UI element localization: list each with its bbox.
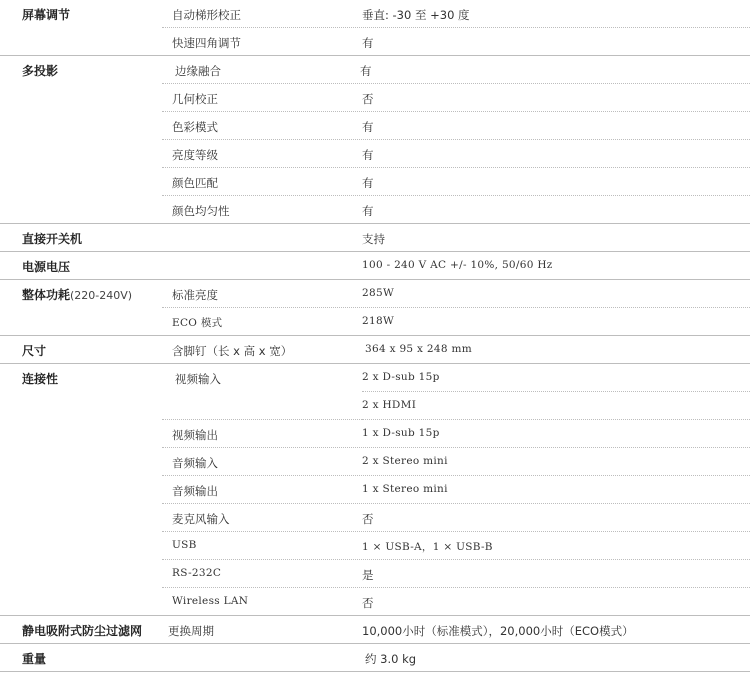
value-label: 364 x 95 x 248 mm <box>365 343 472 355</box>
category-cell <box>0 84 162 112</box>
value-label: 约 3.0 kg <box>365 652 417 666</box>
spec-cell <box>162 504 750 532</box>
category-cell <box>0 392 162 420</box>
category-cell <box>0 140 162 168</box>
item-label: 颜色均匀性 <box>172 204 230 218</box>
item-label: 颜色匹配 <box>172 176 218 190</box>
category-label: 屏幕调节 <box>22 8 71 22</box>
category-cell <box>0 420 162 448</box>
table-row <box>0 196 750 224</box>
value-label: 有 <box>360 64 372 78</box>
table-row <box>0 420 750 448</box>
spec-cell <box>162 28 750 56</box>
category-cell <box>0 588 162 616</box>
category-cell <box>0 448 162 476</box>
value-label: 2 x Stereo mini <box>362 455 448 467</box>
value-label: 100 - 240 V AC +/- 10%, 50/60 Hz <box>362 259 553 271</box>
spec-cell <box>162 280 750 308</box>
item-label: 自动梯形校正 <box>172 8 241 22</box>
category-label: 连接性 <box>22 372 59 386</box>
category-cell <box>0 112 162 140</box>
value-label: 2 x HDMI <box>362 399 417 411</box>
spec-cell <box>162 196 750 224</box>
table-row <box>0 560 750 588</box>
category-note: (220-240V) <box>70 289 133 302</box>
table-row <box>0 364 750 392</box>
value-cell <box>362 392 750 420</box>
value-label: 有 <box>362 176 374 190</box>
spec-cell <box>162 84 750 112</box>
value-label: 支持 <box>362 232 385 246</box>
value-cell <box>362 364 750 392</box>
value-label: 218W <box>362 315 395 327</box>
item-label: 色彩模式 <box>172 120 218 134</box>
spec-cell <box>162 588 750 616</box>
value-label: 2 x D-sub 15p <box>362 371 440 383</box>
category-label <box>22 286 132 303</box>
table-row <box>0 112 750 140</box>
category-label: 静电吸附式防尘过滤网 <box>22 624 143 638</box>
spec-cell <box>162 644 750 672</box>
item-label: 视频输出 <box>172 428 218 442</box>
item-label: 含脚钉（长 x 高 x 宽） <box>172 344 293 358</box>
value-label: 否 <box>362 596 374 610</box>
category-label: 尺寸 <box>22 344 47 358</box>
table-row <box>0 224 750 252</box>
category-cell <box>0 0 162 28</box>
value-label: 10,000小时（标准模式），20,000小时（ECO模式） <box>362 624 634 638</box>
item-label: RS-232C <box>172 567 222 579</box>
category-label: 电源电压 <box>22 260 71 274</box>
category-cell <box>0 336 162 364</box>
spec-cell <box>162 252 750 280</box>
table-row <box>0 476 750 504</box>
spec-cell <box>162 140 750 168</box>
table-row <box>0 84 750 112</box>
value-label: 垂直: -30 至 +30 度 <box>362 8 470 22</box>
item-label: 麦克风输入 <box>172 512 230 526</box>
spec-cell <box>162 560 750 588</box>
value-label: 否 <box>362 92 374 106</box>
table-row <box>0 140 750 168</box>
item-label: 快速四角调节 <box>172 36 241 50</box>
item-label: ECO 模式 <box>172 317 223 329</box>
table-row <box>0 280 750 308</box>
item-label: 视频输入 <box>175 372 221 386</box>
value-label: 1 × USB-A，1 × USB-B <box>362 541 493 553</box>
category-cell <box>0 532 162 560</box>
category-cell <box>0 476 162 504</box>
category-cell <box>0 280 162 308</box>
spec-cell <box>162 168 750 196</box>
spec-cell <box>162 476 750 504</box>
value-label: 有 <box>362 36 374 50</box>
category-label: 多投影 <box>22 64 59 78</box>
item-label: 音频输出 <box>172 484 218 498</box>
item-label: 更换周期 <box>168 624 214 638</box>
category-cell <box>0 504 162 532</box>
category-label: 重量 <box>22 652 47 666</box>
value-label: 1 x D-sub 15p <box>362 427 440 439</box>
table-row <box>0 336 750 364</box>
value-label: 1 x Stereo mini <box>362 483 448 495</box>
category-cell <box>0 28 162 56</box>
category-cell <box>0 308 162 336</box>
table-row <box>0 532 750 560</box>
category-cell <box>0 364 162 392</box>
category-cell <box>0 616 162 644</box>
category-cell <box>0 56 162 84</box>
spec-cell <box>162 336 750 364</box>
value-label: 否 <box>362 512 374 526</box>
spec-cell <box>162 616 750 644</box>
spec-cell <box>162 308 750 336</box>
spec-cell <box>162 448 750 476</box>
spec-cell <box>162 224 750 252</box>
category-name: 整体功耗 <box>22 288 71 302</box>
value-label: 有 <box>362 120 374 134</box>
item-label: Wireless LAN <box>172 595 249 607</box>
category-cell <box>0 196 162 224</box>
table-row <box>0 252 750 280</box>
table-row <box>0 0 750 28</box>
spec-cell <box>162 532 750 560</box>
category-cell <box>0 560 162 588</box>
category-cell <box>0 252 162 280</box>
table-row <box>0 28 750 56</box>
table-row <box>0 504 750 532</box>
table-row <box>0 448 750 476</box>
table-row <box>0 616 750 644</box>
spec-cell <box>162 112 750 140</box>
spec-cell <box>162 0 750 28</box>
value-label: 有 <box>362 204 374 218</box>
item-label: 边缘融合 <box>175 64 221 78</box>
table-row <box>0 168 750 196</box>
item-label: 几何校正 <box>172 92 218 106</box>
table-row <box>0 392 750 420</box>
value-label: 285W <box>362 287 395 299</box>
spec-cell <box>162 56 750 84</box>
value-label: 是 <box>362 568 374 582</box>
table-row <box>0 644 750 672</box>
item-label: USB <box>172 539 197 551</box>
item-label: 音频输入 <box>172 456 218 470</box>
category-cell <box>0 168 162 196</box>
table-row <box>0 588 750 616</box>
table-row <box>0 56 750 84</box>
item-label: 标准亮度 <box>172 288 218 302</box>
category-label: 直接开关机 <box>22 232 83 246</box>
table-row <box>0 308 750 336</box>
value-label: 有 <box>362 148 374 162</box>
category-cell <box>0 644 162 672</box>
item-label: 亮度等级 <box>172 148 218 162</box>
spec-cell <box>162 420 750 448</box>
category-cell <box>0 224 162 252</box>
